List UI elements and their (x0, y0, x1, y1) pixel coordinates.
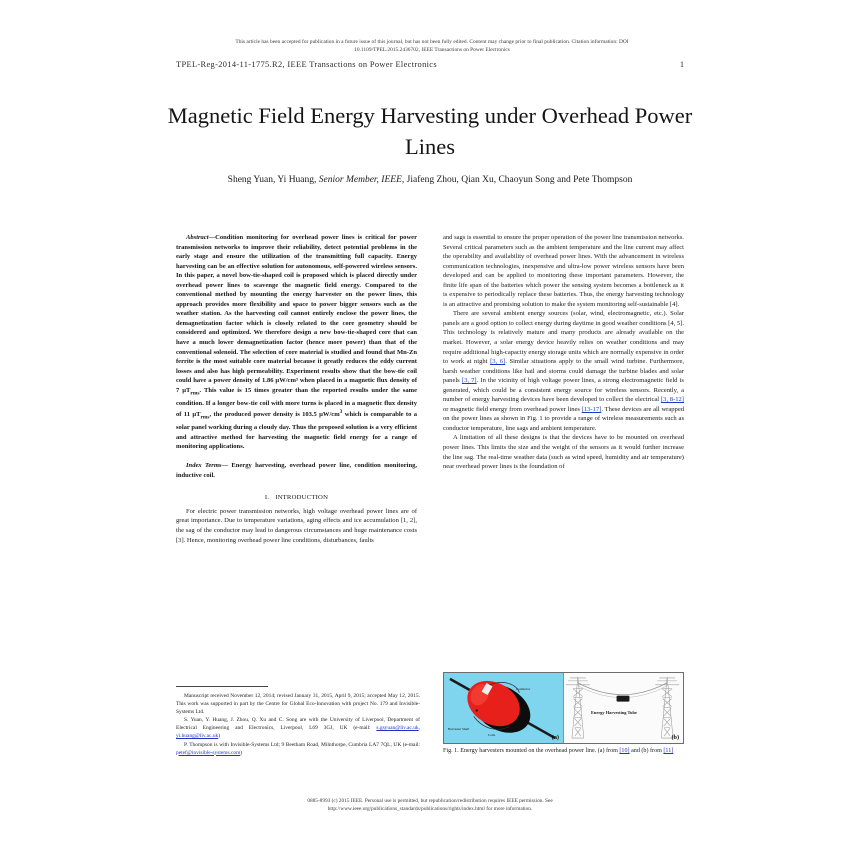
page-number: 1 (679, 60, 684, 69)
transmission-towers-svg (564, 673, 683, 743)
figure-1b-tower-diagram (564, 673, 683, 743)
author-list (190, 173, 670, 188)
citation-link-11[interactable]: [11] (663, 748, 674, 754)
affil2-pre: P. Thompson is with Invisible-Systems Ltd; 9 Beetham Road, Milnthorpe, Cumbria LA7 7QL, UK (e-mail: (184, 741, 420, 748)
label-coils: Coils (488, 733, 496, 737)
footnote-affiliation-1 (176, 716, 420, 740)
citation-link-3-7[interactable]: [3, 7] (461, 377, 477, 385)
index-terms-text: Energy harvesting, overhead power line, condition monitoring, inductive coil. (176, 462, 417, 479)
abstract-sup-3: 3 (339, 409, 343, 416)
abstract-sub-2: rms (200, 414, 210, 421)
running-head (176, 60, 684, 69)
label-harvester-shell: Harvester Shell (448, 727, 469, 731)
rp2-d: or magnetic field energy from overhead power lines (443, 405, 582, 413)
figure-1a-harvester-photo (444, 673, 564, 743)
affil1-post: ) (218, 733, 221, 740)
abstract-text-4: which is comparable to a solar panel working during a cloudy day. Thus the proposed solution is a very efficient and attractive method for harvesting the magnetic field energy for a range of monitoring applications. (176, 411, 417, 451)
footnote-block (176, 692, 420, 757)
abstract-paragraph (176, 233, 417, 452)
abstract-text: Condition monitoring for overhead power lines is critical for power transmission networks to improve their reliability, detect potential problems in the early stage and ensure the utilization of the transmitting full capacity. Energy harvesting can be an effective solution for autonomous, self-powered wireless sensors. In this paper, a novel bow-tie-shaped coil is proposed which is placed directly under overhead power lines to scavenge the magnetic field energy. Compared to the conventional method by mounting the energy harvester on the power lines, this approach provides more flexibility and space to power bigger sensors such as the weather station. As the harvesting coil cannot entirely enclose the power lines, the demagnetization factor which is closely related to the core geometry should be considered and optimized. We therefore design a new bow-tie-shaped core that can have a much lower demagnetization factor (hence more power) than that of the conventional solenoid. The selection of core material is studied and found that Mn-Zn ferrite is the most suitable core material because it greatly reduces the eddy current losses and also has high permeability. Experiment results show that the bow-tie coil could have a power density of 1.86 µW/cm³ when placed in a magnetic flux density of 7 µT (176, 234, 417, 394)
section-heading-introduction (176, 493, 417, 503)
footer-line-2: http://www.ieee.org/publications_standards/publications/rights/index.html for more information. (327, 806, 533, 813)
index-terms-paragraph (176, 461, 417, 480)
right-column (443, 233, 684, 472)
label-energy-harvesting-tube: Energy Harvesting Tube (591, 710, 637, 715)
index-terms-dash: — (221, 462, 232, 470)
figure-1-caption (443, 747, 684, 756)
copyright-footer (180, 797, 680, 813)
banner-line-1: This article has been accepted for publication in a future issue of this journal, but has not been fully edited. Content may change prior to final publication. Citation information: DOI (235, 39, 629, 45)
section-number: I. (264, 494, 270, 502)
authors-membership: Senior Member, IEEE (318, 175, 402, 185)
authors-pre: Sheng Yuan, Yi Huang, (227, 175, 319, 185)
affil2-post: ) (240, 749, 243, 756)
caption-mid: and (b) from (629, 748, 664, 754)
page-title: Magnetic Field Energy Harvesting under Overhead Power Lines (167, 103, 693, 159)
authors-post: , Jiafeng Zhou, Qian Xu, Chaoyun Song and Pete Thompson (401, 175, 633, 185)
left-column (176, 233, 417, 545)
running-head-text: TPEL-Reg-2014-11-1775.R2, IEEE Transactions on Power Electronics (176, 60, 437, 69)
caption-pre: Fig. 1. Energy harvesters mounted on the overhead power line. (a) from (443, 748, 620, 754)
abstract-text-3: , the produced power density is 103.5 µW/cm (209, 411, 340, 419)
banner-line-2: 10.1109/TPEL.2015.2436702, IEEE Transactions on Power Electronics (354, 47, 510, 54)
rp2-e: . These devices are all wrapped on the power lines as shown in Fig. 1 to provide a range of wireless measurements such as conductor temperature, line sags and ambient temperature. (443, 405, 684, 432)
affil1-pre: S. Yuan, Y. Huang, J. Zhou, Q. Xu and C. Song are with the University of Liverpool, Department of Electrical Engineering and Electronics, Liverpool, L69 3GJ, UK (e-mail: (176, 717, 420, 732)
index-terms-lead: Index Terms (186, 462, 222, 470)
affil1-sep: , (418, 725, 420, 732)
label-conductor: Conductor (516, 687, 531, 691)
section-title: INTRODUCTION (275, 494, 329, 502)
right-paragraph-3: A limitation of all these designs is that the devices have to be mounted on overhead power lines. This limits the size and the weight of the sensors as it would further increase the line sag. The real-time weather data (such as wind speed, humidity and air temperature) near overhead power lines is the foundation of (443, 434, 684, 471)
email-link-thompson[interactable]: petef@invisible-systems.com (176, 749, 241, 756)
harvester-illustration-svg (444, 673, 563, 743)
rp2-a: There are several ambient energy sources (solar, wind, electromagnetic, etc.). Solar panels are a good option to collect energy during daytime in good weather conditions [4, 5]. This technology is relatively mature and many products are already available on the market. However, a solar energy device heavily relies on weather conditions and may require additional high-capacity energy storage units which are normally expensive in order to work at night (443, 310, 684, 366)
rp2-b: . Similar situations apply to the small wind turbine. Furthermore, harsh weather conditions like hail and storms could damage the turbine blades and solar panels (443, 358, 684, 385)
citation-link-3-6[interactable]: [3, 6] (490, 358, 506, 366)
citation-link-13-17[interactable]: [13-17] (581, 405, 602, 413)
figure-1-image (443, 672, 684, 744)
right-paragraph-2 (443, 309, 684, 433)
abstract-dash: — (208, 234, 216, 241)
footnote-manuscript: Manuscript received November 12, 2014; revised January 31, 2015, April 9, 2015; accepted May 12, 2015. This work was supported in part by the Centre for Global Eco-Innovation with project No. 179 and Invisible-Systems Ltd. (176, 693, 420, 716)
rp2-c: . In the vicinity of high voltage power lines, a strong electromagnetic field is generated, which could be a consistent energy source for wireless sensors. Recently, a number of energy harvesting devices have been developed to collect the electrical (443, 377, 684, 404)
footnote-divider (176, 686, 268, 687)
ieee-acceptance-banner (148, 38, 716, 54)
abstract-sub-1: rms (190, 390, 200, 397)
footer-line-1: 0885-8993 (c) 2015 IEEE. Personal use is permitted, but republication/redistribution requires IEEE permission. See (307, 798, 553, 804)
footnote-affiliation-2 (176, 741, 420, 757)
citation-link-3-8-12[interactable]: [3, 8-12] (660, 396, 684, 404)
figure-sublabel-b: (b) (671, 734, 679, 741)
abstract-text-2: . This value is 15 times greater than the reported results under the same condition. If a longer bow-tie coil with more turns is placed in a magnetic flux density of 11 µT (176, 386, 417, 419)
abstract-lead: Abstract (186, 234, 209, 241)
figure-1 (443, 672, 684, 756)
citation-link-10[interactable]: [10] (619, 748, 630, 754)
email-link-yuan[interactable]: s.gsyuan@liv.ac.uk (376, 725, 419, 732)
email-link-huang[interactable]: yi.huang@liv.ac.uk (176, 733, 219, 740)
intro-paragraph-1: For electric power transmission networks, high voltage overhead power lines are of great importance. Due to temperature variations, aging effects and ice accumulation [1, 2], the sag of the conductor may lead to dangerous circumstances and huge maintenance costs [3]. Hence, monitoring overhead power line conditions, disturbances, faults (176, 507, 417, 544)
right-paragraph-continuation: and sags is essential to ensure the proper operation of the power line transmission networks. Several critical parameters such as the ambient temperature and the line current may affect the operability and availability of overhead power lines. With the advancement in wireless communication technologies, inexpensive and ultra-low power wireless sensors have been developed and can be applied to monitoring these important parameters. However, the finite life span of the batteries which power the sensing system becomes a bottleneck as it is expensive to periodically replace these batteries. Thus, the energy harvesting technology is an attractive and promising solution to make the system monitoring self-sustainable [4]. (443, 234, 684, 308)
figure-sublabel-a: (a) (551, 734, 559, 741)
